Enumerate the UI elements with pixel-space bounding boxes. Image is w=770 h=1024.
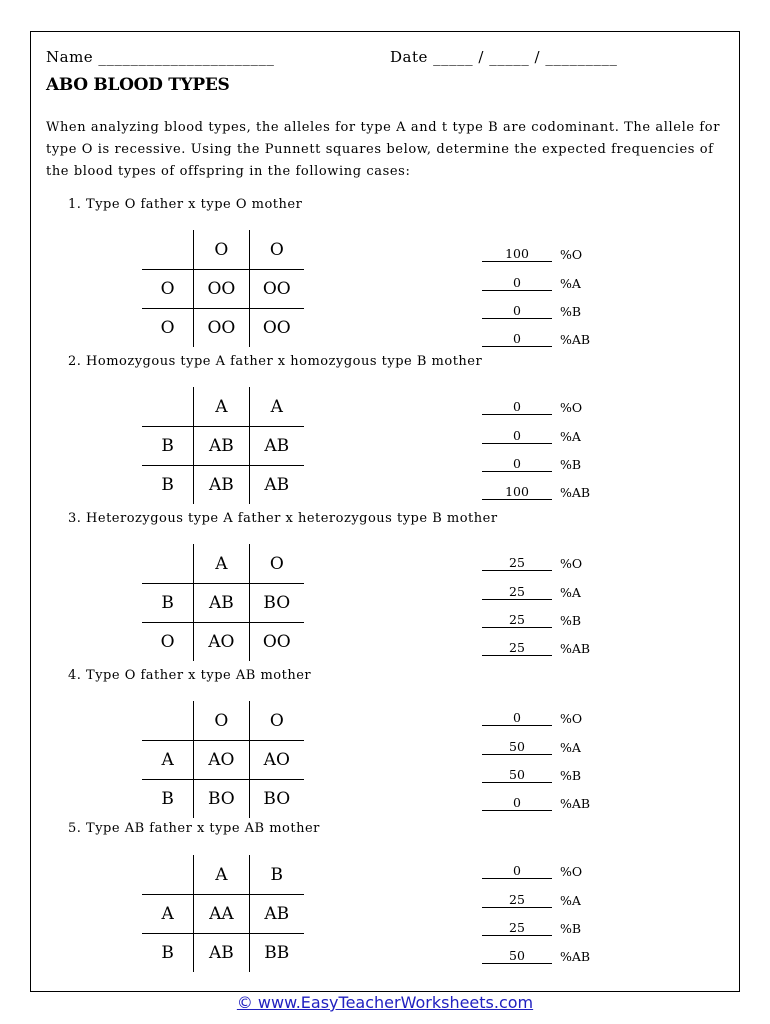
genotype-cell: AA (194, 895, 249, 934)
case-3-punnett-square (142, 544, 304, 661)
answer-value: 0 (482, 863, 552, 879)
answer-value: 50 (482, 767, 552, 783)
genotype-cell: BB (249, 934, 304, 973)
genotype-cell: OO (194, 270, 249, 309)
top-allele: A (194, 544, 249, 584)
answer-label: %A (560, 428, 581, 444)
answer-label: %A (560, 892, 581, 908)
answer-value: 100 (482, 484, 552, 500)
answer-value: 0 (482, 795, 552, 811)
footer-website-link[interactable]: © www.EasyTeacherWorksheets.com (236, 993, 534, 1012)
genotype-cell: OO (249, 270, 304, 309)
genotype-cell: BO (249, 584, 304, 623)
side-allele: B (142, 584, 194, 623)
corner-cell (142, 701, 194, 741)
side-allele: A (142, 741, 194, 780)
side-allele: A (142, 895, 194, 934)
side-allele: O (142, 309, 194, 348)
answer-value: 0 (482, 399, 552, 415)
corner-cell (142, 544, 194, 584)
case-2-punnett-square (142, 387, 304, 504)
instructions-paragraph: When analyzing blood types, the alleles for type A and t type B are codominant. The allele for type O is recessive. Using the Punnett squares below, determine the expected frequencies of the blood types of offspring in the following cases: (46, 120, 721, 179)
top-allele: A (194, 387, 249, 427)
genotype-cell: AB (249, 427, 304, 466)
side-allele: B (142, 934, 194, 973)
top-allele: O (249, 230, 304, 270)
answer-value: 25 (482, 892, 552, 908)
top-allele: A (194, 855, 249, 895)
answer-label: %O (560, 711, 583, 727)
case-2-label: 2. Homozygous type A father x homozygous type B mother (68, 354, 483, 369)
corner-cell (142, 230, 194, 270)
answer-label: %B (560, 612, 582, 628)
top-allele: O (194, 230, 249, 270)
genotype-cell: OO (249, 309, 304, 348)
answer-label: %B (560, 456, 582, 472)
case-4-punnett-square (142, 701, 304, 818)
side-allele: B (142, 780, 194, 819)
answer-label: %O (560, 556, 583, 572)
genotype-cell: AO (194, 623, 249, 662)
genotype-cell: AO (194, 741, 249, 780)
answer-label: %B (560, 920, 582, 936)
side-allele: B (142, 466, 194, 505)
answer-label: %B (560, 767, 582, 783)
genotype-cell: AB (194, 427, 249, 466)
case-5-punnett-square (142, 855, 304, 972)
genotype-cell: BO (249, 780, 304, 819)
answer-value: 25 (482, 640, 552, 656)
answer-value: 0 (482, 710, 552, 726)
top-allele: B (249, 855, 304, 895)
answer-label: %AB (560, 332, 591, 348)
answer-value: 50 (482, 739, 552, 755)
side-allele: O (142, 270, 194, 309)
side-allele: B (142, 427, 194, 466)
answer-label: %O (560, 400, 583, 416)
top-allele: O (249, 544, 304, 584)
case-1-punnett-square (142, 230, 304, 347)
answer-value: 100 (482, 246, 552, 262)
answer-value: 0 (482, 456, 552, 472)
case-3-label: 3. Heterozygous type A father x heterozygous type B mother (68, 511, 498, 526)
genotype-cell: OO (194, 309, 249, 348)
genotype-cell: AB (249, 466, 304, 505)
answer-value: 0 (482, 428, 552, 444)
answer-value: 50 (482, 948, 552, 964)
answer-label: %AB (560, 641, 591, 657)
top-allele: A (249, 387, 304, 427)
answer-value: 0 (482, 331, 552, 347)
answer-label: %AB (560, 796, 591, 812)
name-field-label: Name ______________________ (46, 48, 275, 66)
genotype-cell: AO (249, 741, 304, 780)
case-5-label: 5. Type AB father x type AB mother (68, 821, 320, 836)
case-4-label: 4. Type O father x type AB mother (68, 668, 312, 683)
genotype-cell: AB (249, 895, 304, 934)
answer-value: 25 (482, 920, 552, 936)
side-allele: O (142, 623, 194, 662)
answer-value: 0 (482, 275, 552, 291)
answer-label: %O (560, 864, 583, 880)
genotype-cell: BO (194, 780, 249, 819)
top-allele: O (249, 701, 304, 741)
genotype-cell: AB (194, 934, 249, 973)
page-title: ABO BLOOD TYPES (46, 75, 230, 95)
answer-label: %AB (560, 949, 591, 965)
answer-value: 25 (482, 555, 552, 571)
answer-label: %O (560, 247, 583, 263)
answer-label: %A (560, 275, 581, 291)
answer-value: 25 (482, 612, 552, 628)
genotype-cell: AB (194, 584, 249, 623)
answer-value: 0 (482, 303, 552, 319)
answer-value: 25 (482, 584, 552, 600)
answer-label: %AB (560, 485, 591, 501)
answer-label: %B (560, 303, 582, 319)
corner-cell (142, 855, 194, 895)
date-field-label: Date _____ / _____ / _________ (390, 48, 618, 66)
answer-label: %A (560, 739, 581, 755)
genotype-cell: OO (249, 623, 304, 662)
answer-label: %A (560, 584, 581, 600)
corner-cell (142, 387, 194, 427)
genotype-cell: AB (194, 466, 249, 505)
case-1-label: 1. Type O father x type O mother (68, 197, 303, 212)
top-allele: O (194, 701, 249, 741)
